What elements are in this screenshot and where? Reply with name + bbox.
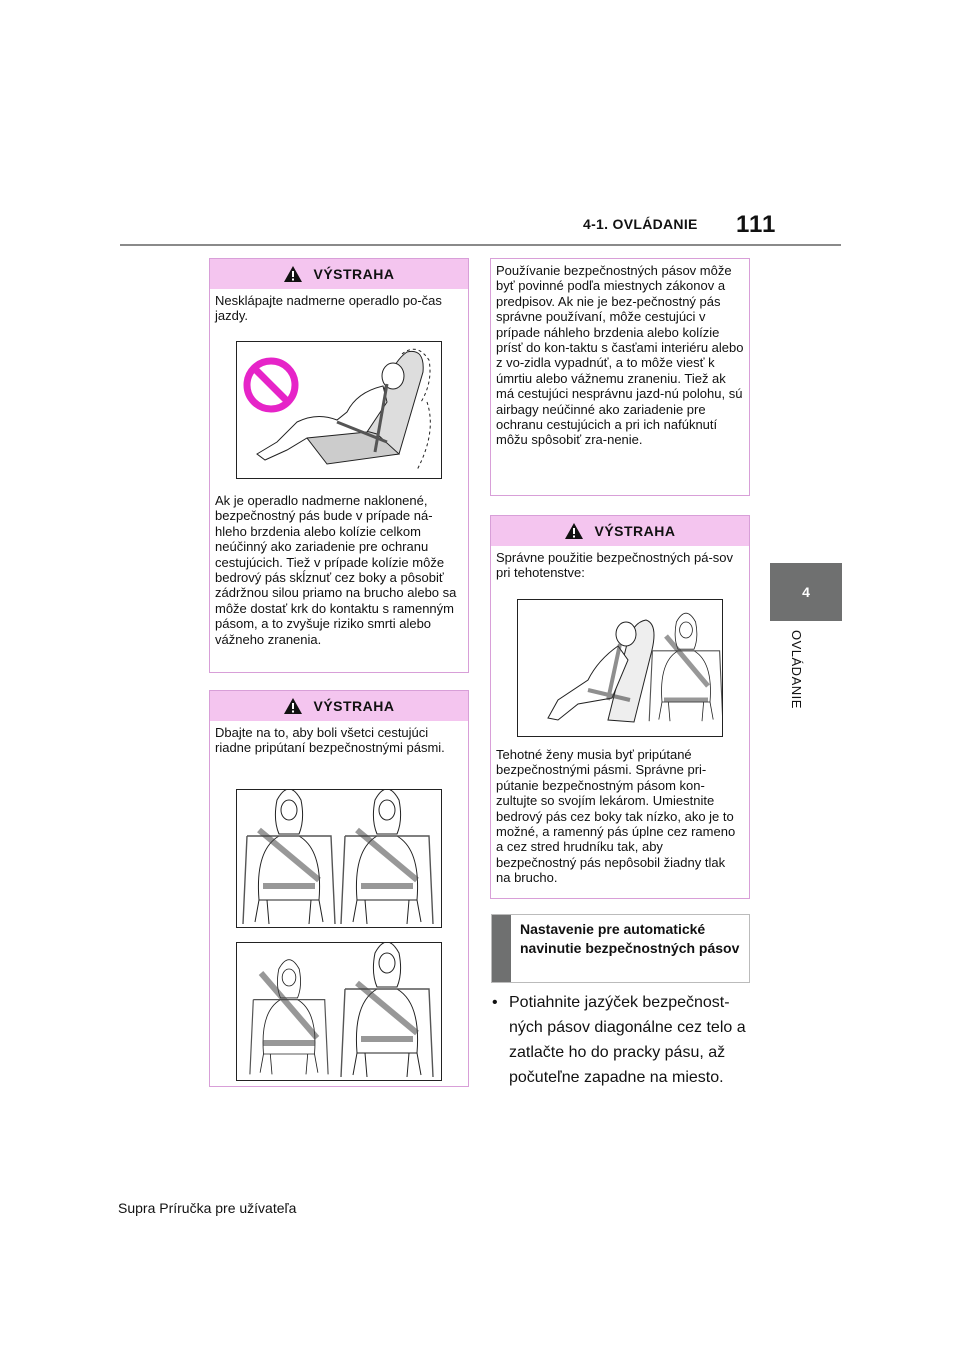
subsection-marker <box>492 915 511 982</box>
warning-text: Správne použitie bezpečnostných pá-sov pri tehotenstve: <box>496 550 734 581</box>
section-title: 4-1. OVLÁDANIE <box>583 216 698 232</box>
illustration-belted-passengers-front <box>236 789 442 928</box>
warning-header <box>210 259 468 289</box>
illustration-belted-passengers-rear <box>236 942 442 1081</box>
warning-box-all-belted <box>209 690 469 1087</box>
page-number: 111 <box>736 211 777 238</box>
warning-header <box>210 691 468 721</box>
pregnant-passenger-illustration <box>518 600 722 736</box>
warning-icon <box>564 522 584 540</box>
subsection-title: Nastavenie pre automatické navinutie bezpečnostných pásov <box>520 921 740 956</box>
warning-title: VÝSTRAHA <box>594 523 676 539</box>
warning-text: Ak je operadlo nadmerne naklonené, bezpečnostný pás bude v prípade ná-hleho brzdenia alebo kolízie celkom neúčinný ako zariadenie pre ochranu cestujúcich. Tiež v prípade kolízie môže bedrový pás skĺznuť cez boky a pôsobiť zádržnou silou priamo na brucho alebo sa môže dostať krk do kontaktu s ramenným pásom, a to zvyšuje riziko smrti alebo vážneho zranenia. <box>215 493 457 647</box>
warning-header <box>491 516 749 546</box>
warning-icon <box>283 265 303 283</box>
warning-title: VÝSTRAHA <box>313 698 395 714</box>
subsection-heading <box>491 914 750 983</box>
warning-text: Dbajte na to, aby boli všetci cestujúci riadne pripútaní bezpečnostnými pásmi. <box>215 725 445 756</box>
instruction-list-item <box>492 990 754 1090</box>
instruction-text: Potiahnite jazýček bezpečnost-ných pásov diagonálne cez telo a zatlačte ho do pracky pásu, až počuteľne zapadne na miesto. <box>509 994 746 1086</box>
continued-warning-box <box>490 258 750 496</box>
warning-box-reclined-seat <box>209 258 469 673</box>
bullet-marker: • <box>492 994 498 1011</box>
chapter-tab[interactable]: 4 <box>770 563 842 621</box>
warning-text: Tehotné ženy musia byť pripútané bezpečnostnými pásmi. Správne pri-pútanie bezpečnostným pásom kon-zultujte so svojím lekárom. Umiestnite bedrový pás cez boky tak nízko, ako je to možné, a ramenný pás úplne cez rameno a cez stred hrudníku tak, aby bezpečnostný pás nepôsobil žiadny tlak na brucho. <box>496 747 736 886</box>
belted-child-adult-illustration <box>237 943 441 1080</box>
warning-text: Používanie bezpečnostných pásov môže byť povinné podľa miestnych zákonov a predpisov. Ak nie je bez-pečnostný pás správne používaní, môže cestujúci v prípade náhleho brzdenia alebo kolízie prísť do kon-taktu s časťami interiéru alebo z vo-zidla vypadnúť, a to môže viesť k úmrtiu alebo vážnemu zraneniu. Tiež ak má cestujúci nesprávnu jazd-nú polohu, sú airbagy neúčinné ako zariadenie pre ochranu cestujúcich a pri ich nafúknutí môžu spôsobiť zra-nenie. <box>496 263 744 448</box>
warning-title: VÝSTRAHA <box>313 266 395 282</box>
warning-icon <box>283 697 303 715</box>
footer-manual-title: Supra Príručka pre užívateľa <box>118 1200 297 1216</box>
warning-text: Nesklápajte nadmerne operadlo po-čas jazdy. <box>215 293 442 324</box>
chapter-label: OVLÁDANIE <box>789 630 804 709</box>
illustration-pregnant-passenger <box>517 599 723 737</box>
prohibition-icon <box>242 356 300 414</box>
header-rule <box>120 244 841 246</box>
belted-adults-illustration <box>237 790 441 927</box>
warning-box-pregnancy <box>490 515 750 899</box>
